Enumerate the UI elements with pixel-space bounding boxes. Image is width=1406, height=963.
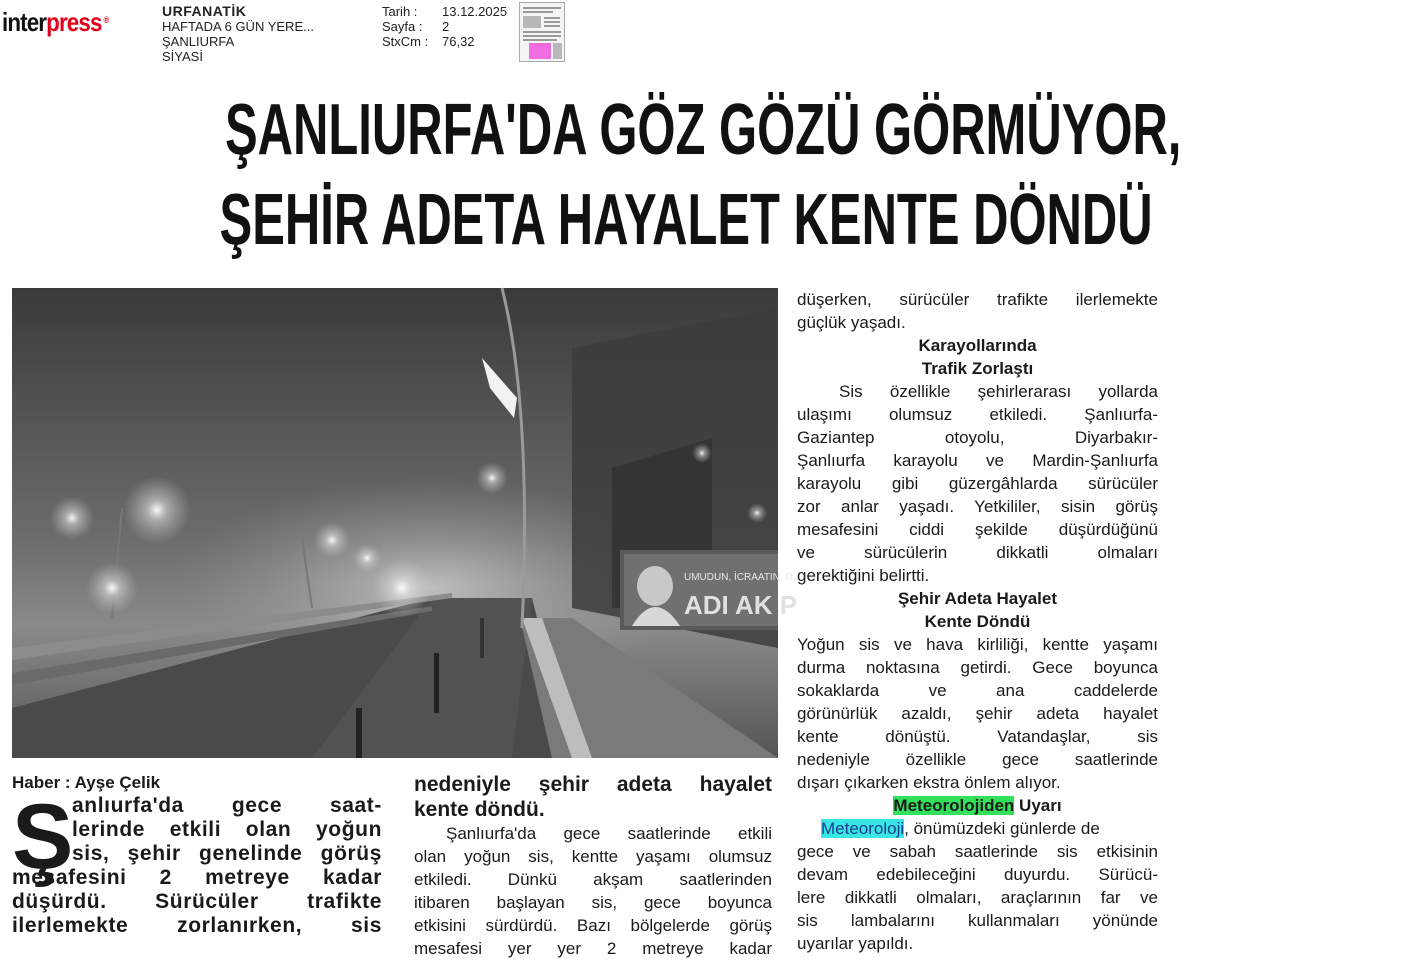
- body-line: ulaşımı olumsuz etkiledi. Şanlıurfa-: [797, 405, 1158, 424]
- body-line: karayolu gibi güzergâhlarda sürücüler: [797, 474, 1158, 493]
- subheading-karayollarinda: Karayollarında: [918, 336, 1037, 355]
- publication-info: [162, 4, 372, 64]
- subheading-sehir-adeta-hayalet: Şehir Adeta Hayalet: [897, 589, 1058, 608]
- body-line: kente dönüştü. Vatandaşlar, sis: [797, 727, 1158, 746]
- article-left-column: [12, 772, 382, 938]
- clipping-meta: [382, 4, 507, 49]
- body-line: mesafesini ciddi şekilde düşürdüğünü: [797, 520, 1158, 539]
- subheading-kente-dondu: Kente Döndü: [924, 612, 1031, 631]
- body-line: Sis özellikle şehirlerarası yollarda: [839, 382, 1158, 401]
- body-line: gerektiğini belirtti.: [797, 566, 930, 585]
- body-line: olan yoğun sis, kentte yaşamı olumsuz: [414, 847, 772, 866]
- lead-line: ilerlemekte zorlanırken, sis: [12, 914, 382, 937]
- meta-row-date: [382, 4, 507, 19]
- meta-row-stxcm: [382, 34, 507, 49]
- subheading-trafik-zorlasti: Trafik Zorlaştı: [921, 359, 1034, 378]
- lead-line: düşürdü. Sürücüler trafikte: [12, 890, 382, 913]
- body-line: mesafesi yer yer 2 metreye kadar: [414, 939, 772, 958]
- article-right-column: [797, 288, 1158, 955]
- body-line: Meteoroloji, önümüzdeki günlerde de: [821, 819, 1100, 838]
- lead-continued-line: kente döndü.: [414, 798, 545, 821]
- logo-text-press: press: [46, 7, 102, 37]
- body-line: sokaklarda ve ana caddelerde: [797, 681, 1158, 700]
- meta-value: 76,32: [442, 34, 475, 49]
- body-line: Yoğun sis ve hava kirliliği, kentte yaşamı: [797, 635, 1158, 654]
- meta-value: 2: [442, 19, 450, 34]
- meta-key: Tarih :: [382, 4, 418, 19]
- body-line: düşerken, sürücüler trafikte ilerlemekte: [797, 290, 1158, 309]
- lead-line: sis, şehir genelinde görüş: [72, 842, 382, 865]
- search-highlight: Meteoroloji: [821, 819, 905, 838]
- billboard-slogan: UMUDUN, İCRAATIN, D: [684, 572, 793, 583]
- drop-cap: Ş: [12, 786, 74, 888]
- body-line: Şanlıurfa karayolu ve Mardin-Şanlıurfa: [797, 451, 1158, 470]
- meta-value: 13.12.2025: [442, 4, 508, 19]
- body-line: lere dikkatli olmaları, araçlarının far ve: [797, 888, 1158, 907]
- headline-line-1: ŞANLIURFA'DA GÖZ GÖZÜ GÖRMÜYOR,: [225, 90, 1182, 170]
- publication-section: SİYASİ: [162, 49, 203, 64]
- body-line: sis lambalarını kullanmaları yönünde: [797, 911, 1158, 930]
- meta-key: StxCm :: [382, 34, 429, 49]
- subheading-meteorolojiden-uyari: Meteorolojiden Uyarı: [893, 796, 1062, 815]
- body-line: Şanlıurfa'da gece saatlerinde etkili: [446, 824, 772, 843]
- page-thumbnail[interactable]: [519, 2, 565, 62]
- publication-name: URFANATİK: [162, 3, 247, 19]
- article-position-marker: [529, 43, 551, 59]
- meta-key: Sayfa :: [382, 19, 423, 34]
- publication-frequency: HAFTADA 6 GÜN YERE...: [162, 19, 314, 34]
- middle-body-text: [414, 822, 772, 960]
- body-line: zor anlar yaşadı. Yetkililer, sisin görüş: [797, 497, 1158, 516]
- body-line: güçlük yaşadı.: [797, 313, 906, 332]
- body-line: uyarılar yapıldı.: [797, 934, 914, 953]
- body-line: ve sürücülerin dikkatli olmaları: [797, 543, 1158, 562]
- search-highlight: Meteorolojiden: [893, 796, 1015, 815]
- body-line: dışarı çıkarken ekstra önlem alıyor.: [797, 773, 1061, 792]
- article-lead: [12, 786, 382, 938]
- body-line: devam edebileceğini duyurdu. Sürücü-: [797, 865, 1158, 884]
- foggy-street-photo: [12, 288, 798, 758]
- lead-continued-line: nedeniyle şehir adeta hayalet: [414, 773, 772, 796]
- body-line: nedeniyle özellikle gece saatlerinde: [797, 750, 1158, 769]
- body-line: itibaren başlayan sis, gece boyunca: [414, 893, 772, 912]
- lead-line: mesafesini 2 metreye kadar: [12, 866, 382, 889]
- body-line: gece ve sabah saatlerinde sis etkisinin: [797, 842, 1158, 861]
- body-line: durma noktasına getirdi. Gece boyunca: [797, 658, 1158, 677]
- body-line: etkiledi. Dünkü akşam saatlerinden: [414, 870, 772, 889]
- lead-line: lerinde etkili olan yoğun: [72, 818, 382, 841]
- byline: Haber : Ayşe Çelik: [12, 773, 161, 792]
- body-line: Gaziantep otoyolu, Diyarbakır-: [797, 428, 1158, 447]
- publication-city: ŞANLIURFA: [162, 34, 235, 49]
- headline-line-2: ŞEHİR ADETA HAYALET KENTE DÖNDÜ: [219, 180, 1153, 260]
- body-line: görünürlük azaldı, şehir adeta hayalet: [797, 704, 1158, 723]
- body-line: etkisini sürdürdü. Bazı bölgelerde görüş: [414, 916, 772, 935]
- billboard-party-name: ADI AK P: [684, 590, 798, 620]
- meta-row-page: [382, 19, 507, 34]
- article-middle-column: [414, 772, 772, 960]
- lead-line: anlıurfa'da gece saat-: [72, 794, 382, 817]
- interpress-logo: [2, 6, 109, 38]
- logo-text-inter: inter: [2, 7, 47, 37]
- logo-registered-mark: ®: [103, 15, 109, 25]
